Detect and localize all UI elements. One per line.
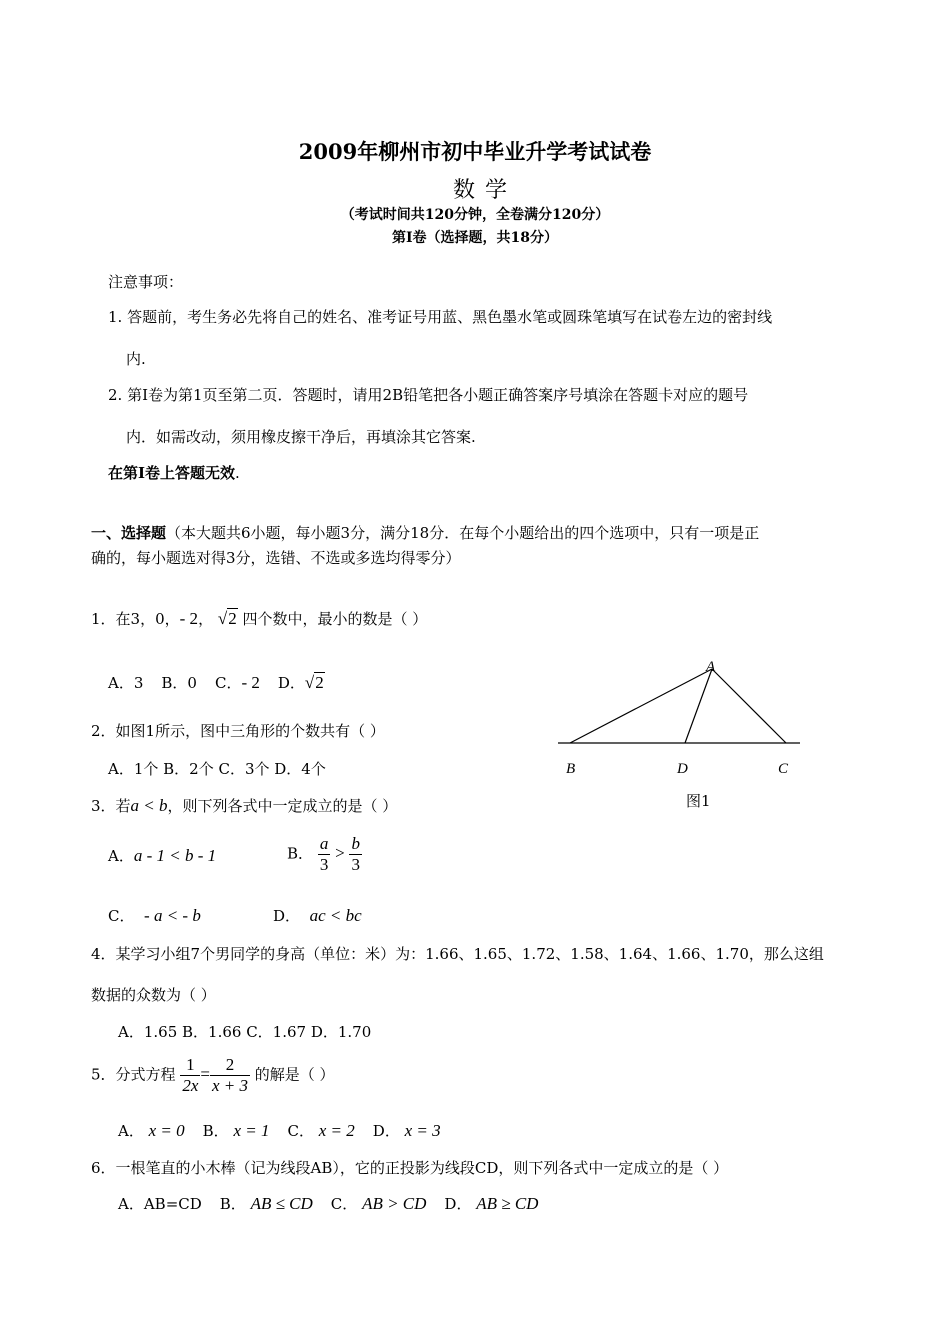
notice-item-2-cont: 内．如需改动，须用橡皮擦干净后，再填涂其它答案. (126, 428, 476, 446)
question-4-options: A．1.65 B．1.66 C．1.67 D．1.70 (118, 1023, 372, 1041)
q3-b-op: > (335, 843, 345, 863)
q5-eq: = (200, 1064, 210, 1084)
subject-title: 数学 (452, 178, 517, 203)
q3-a-value: a - 1 < b - 1 (133, 846, 217, 865)
q5-c-value: x = 2 (318, 1121, 355, 1140)
question-2: 2．如图1所示，图中三角形的个数共有（ ） (91, 722, 385, 740)
question-1 (91, 608, 427, 629)
q5-c-label: C． (287, 1122, 314, 1140)
q5-option-c (288, 1120, 355, 1141)
q5-option-a (118, 1120, 185, 1141)
q1-pre: 1．在3，0， (91, 610, 180, 628)
notice-item-1: 1. 答题前，考生务必先将自己的姓名、准考证号用蓝、黑色墨水笔或圆珠笔填写在试卷左边的密封线 (108, 308, 773, 326)
q6-d-value: AB ≥ CD (476, 1194, 539, 1213)
q1-c-value: - 2 (241, 673, 260, 692)
q6-c-label: C． (330, 1195, 358, 1213)
section-1-label: 一、选择题 (91, 524, 167, 542)
q3-d-value: ac < bc (309, 906, 362, 925)
question-4-cont: 数据的众数为（ ） (91, 986, 216, 1004)
figure-1-triangle (550, 655, 810, 815)
warning-end: . (235, 464, 240, 482)
q5-frac-2 (210, 1055, 250, 1096)
q3-c-label: C． (108, 907, 135, 925)
notice-item-1-cont: 内. (126, 350, 146, 368)
q1-c-label: C． (214, 674, 242, 692)
q3-d-label: D． (273, 907, 301, 925)
figure-1-caption: 图1 (686, 792, 711, 810)
question-2-options: A．1个 B．2个 C．3个 D．4个 (108, 760, 326, 778)
q3-b-den2: 3 (351, 855, 360, 874)
q1-d-sqrt: √2 (304, 673, 324, 692)
q1-sqrt: √2 (217, 609, 237, 628)
q3-option-c (108, 905, 201, 926)
q5-pre: 5．分式方程 (91, 1065, 176, 1084)
q5-option-b (203, 1120, 270, 1141)
line-ad (685, 669, 712, 743)
q3-option-d (273, 905, 362, 926)
q6-option-b (220, 1193, 313, 1214)
q3-b-frac-1 (318, 834, 331, 875)
part-title: 第Ⅰ卷（选择题，共18分） (391, 230, 559, 246)
q1-post: 四个数中，最小的数是（ ） (242, 610, 428, 628)
question-5-options (118, 1120, 459, 1141)
q5-d-value: x = 3 (404, 1121, 441, 1140)
q5-num1: 1 (180, 1055, 200, 1076)
q1-option-a: A．3 (108, 674, 144, 692)
q6-b-value: AB ≤ CD (250, 1194, 313, 1213)
q3-pre: 3．若 (91, 797, 131, 815)
q6-option-a: A．AB=CD (118, 1195, 202, 1213)
section-1-line-2: 确的，每小题选对得3分，选错、不选或多选均得零分） (91, 549, 461, 567)
question-6: 6．一根笔直的小木棒（记为线段AB），它的正投影为线段CD，则下列各式中一定成立的是（ ） (91, 1159, 729, 1177)
q1-d-sqrt-value: 2 (315, 673, 324, 692)
q3-b-label: B． (287, 844, 314, 863)
question-4: 4．某学习小组7个男同学的身高（单位：米）为：1.66、1.65、1.72、1.58、1.64、1.66、1.70，那么这组 (91, 945, 824, 963)
question-6-options (118, 1193, 556, 1214)
q3-b-den1: 3 (319, 855, 329, 874)
q5-frac-1 (180, 1055, 200, 1096)
q3-b-frac-2 (349, 834, 362, 875)
notice-item-2: 2. 第Ⅰ卷为第1页至第二页．答题时，请用2B铅笔把各小题正确答案序号填涂在答题卡对应的题号 (108, 386, 749, 404)
q1-comma: ， (198, 610, 214, 628)
exam-title: 2009年柳州市初中毕业升学考试试卷 (298, 139, 652, 164)
q3-condition: a < b (130, 796, 168, 815)
line-ac (712, 669, 786, 743)
question-1-options (108, 672, 343, 693)
label-a: A (706, 659, 716, 675)
label-c: C (778, 761, 789, 777)
q6-option-d (444, 1193, 538, 1214)
label-b: B (566, 761, 576, 777)
q1-option-d (278, 672, 325, 693)
section-1-line-1 (91, 522, 759, 543)
label-d: D (677, 761, 688, 777)
q5-d-label: D． (372, 1122, 400, 1140)
section-1-desc: （本大题共6小题，每小题3分，满分18分．在每个小题给出的四个选项中，只有一项是正 (166, 524, 760, 542)
q3-option-b (287, 834, 362, 875)
q1-sqrt-value: 2 (228, 609, 237, 628)
q5-den1: 2x (182, 1076, 199, 1095)
exam-time-note: （考试时间共120分钟，全卷满分120分） (340, 207, 610, 223)
warning-text: 在第I卷上答题无效 (108, 464, 236, 482)
notice-warning (108, 462, 240, 483)
q5-a-label: A． (118, 1122, 144, 1140)
question-5 (91, 1055, 335, 1096)
q5-post: 的解是（ ） (254, 1065, 335, 1084)
q3-b-num2: b (351, 834, 360, 853)
q6-d-label: D． (444, 1195, 472, 1213)
q3-option-a (108, 845, 216, 866)
q3-c-value: - a < - b (144, 906, 201, 925)
q5-num2: 2 (210, 1055, 250, 1076)
q5-b-label: B． (202, 1122, 229, 1140)
q3-b-num1: a (319, 834, 329, 853)
line-ab (570, 669, 712, 743)
q1-d-label: D． (277, 674, 305, 692)
q1-option-b: B．0 (161, 674, 197, 692)
q5-b-value: x = 1 (233, 1121, 270, 1140)
q1-option-c (215, 672, 260, 693)
q6-c-value: AB > CD (362, 1194, 427, 1213)
q5-a-value: x = 0 (148, 1121, 185, 1140)
q6-b-label: B． (219, 1195, 246, 1213)
q3-post: ，则下列各式中一定成立的是（ ） (167, 797, 398, 815)
q5-den2: x + 3 (211, 1076, 248, 1095)
question-3 (91, 795, 397, 816)
q1-neg2: - 2 (179, 609, 199, 628)
q3-a-label: A． (108, 847, 134, 865)
q5-option-d (373, 1120, 441, 1141)
q6-option-c (331, 1193, 427, 1214)
notice-heading: 注意事项： (108, 273, 184, 291)
